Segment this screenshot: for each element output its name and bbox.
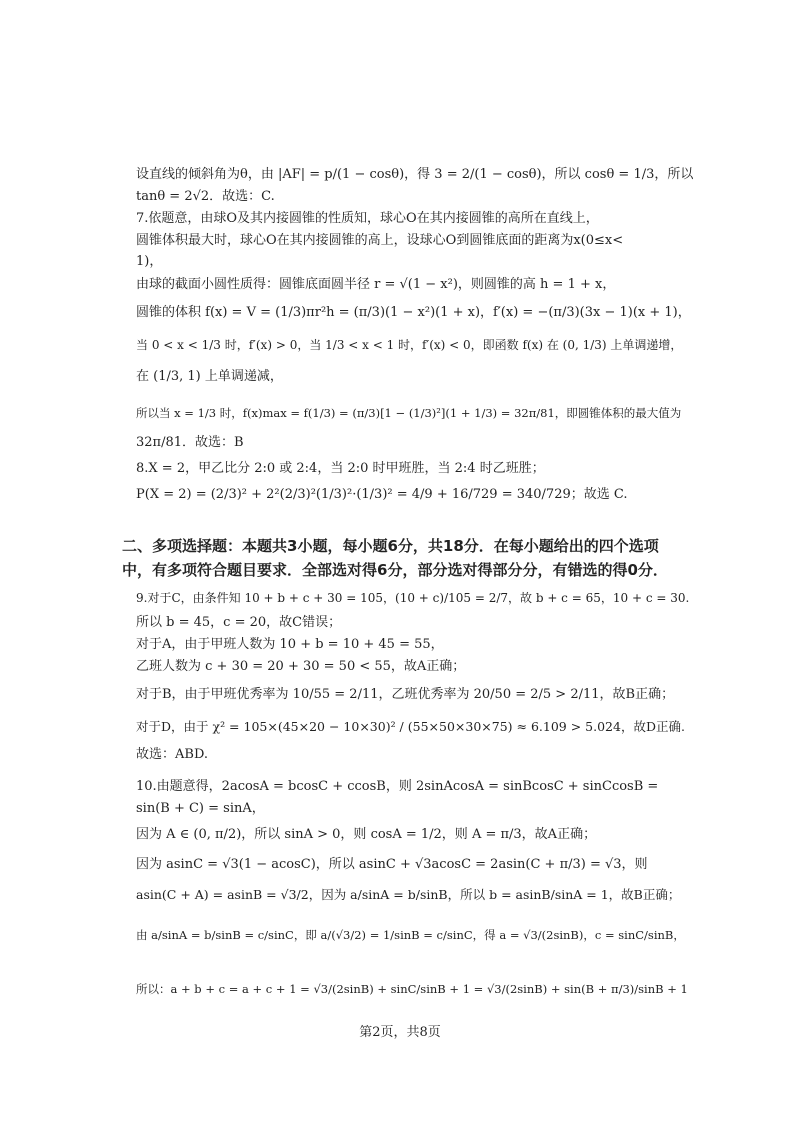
text-line: 当 0 < x < 1/3 时，f′(x) > 0，当 1/3 < x < 1 时，f′(x) < 0，即函数 f(x) 在 (0, 1/3) 上单调递增， bbox=[136, 338, 683, 352]
text-line: 因为 asinC = √3(1 − acosC)，所以 asinC + √3acosC = 2asin(C + π/3) = √3，则 bbox=[136, 857, 648, 872]
text-line: 32π/81．故选：B bbox=[136, 435, 244, 450]
text-line: 所以 b = 45，c = 20，故C错误； bbox=[136, 615, 342, 630]
page-number-footer: 第2页，共8页 bbox=[359, 1025, 441, 1040]
text-line: 设直线的倾斜角为θ，由 |AF| = p/(1 − cosθ)，得 3 = 2/(1 − cosθ)，所以 cosθ = 1/3，所以 bbox=[136, 167, 694, 182]
text-line: 因为 A ∈ (0, π/2)，所以 sinA > 0，则 cosA = 1/2，则 A = π/3，故A正确； bbox=[136, 827, 597, 842]
text-line: asin(C + A) = asinB = √3/2，因为 a/sinA = b/sinB，所以 b = asinB/sinA = 1，故B正确； bbox=[136, 887, 681, 902]
text-line: 所以：a + b + c = a + c + 1 = √3/(2sinB) + sinC/sinB + 1 = √3/(2sinB) + sin(B + π/3)/sinB + 1 bbox=[136, 982, 688, 996]
text-line: P(X = 2) = (2/3)² + 2²(2/3)²(1/3)²·(1/3)² = 4/9 + 16/729 = 340/729；故选 C. bbox=[136, 487, 628, 502]
section-heading-line-2: 中，有多项符合题目要求．全部选对得6分，部分选对得部分分，有错选的得0分． bbox=[122, 561, 668, 579]
text-line: 在 (1/3, 1) 上单调递减， bbox=[136, 369, 283, 384]
text-line: 圆锥体积最大时，球心O在其内接圆锥的高上，设球心O到圆锥底面的距离为x(0≤x< bbox=[136, 233, 624, 248]
text-line: 8.X = 2，甲乙比分 2:0 或 2:4，当 2:0 时甲班胜，当 2:4 时乙班胜； bbox=[136, 461, 545, 476]
text-line: 对于D，由于 χ² = 105×(45×20 − 10×30)² / (55×50×30×75) ≈ 6.109 > 5.024，故D正确. bbox=[136, 719, 685, 734]
text-line: tanθ = 2√2．故选：C. bbox=[136, 189, 275, 204]
text-line: 9.对于C，由条件知 10 + b + c + 30 = 105，(10 + c)/105 = 2/7，故 b + c = 65，10 + c = 30. bbox=[136, 591, 690, 605]
text-line: sin(B + C) = sinA， bbox=[136, 801, 265, 816]
text-line: 1)， bbox=[136, 254, 163, 269]
section-heading-line-1: 二、多项选择题：本题共3小题，每小题6分，共18分．在每小题给出的四个选项 bbox=[122, 537, 659, 555]
text-line: 所以当 x = 1/3 时，f(x)max = f(1/3) = (π/3)[1 − (1/3)²](1 + 1/3) = 32π/81，即圆锥体积的最大值为 bbox=[136, 406, 682, 420]
text-line: 10.由题意得，2acosA = bcosC + ccosB，则 2sinAcosA = sinBcosC + sinCcosB = bbox=[136, 779, 659, 794]
text-line: 圆锥的体积 f(x) = V = (1/3)πr²h = (π/3)(1 − x²)(1 + x)，f′(x) = −(π/3)(3x − 1)(x + 1)， bbox=[136, 305, 691, 320]
text-line: 乙班人数为 c + 30 = 20 + 30 = 50 < 55，故A正确； bbox=[136, 659, 466, 674]
text-line: 7.依题意，由球O及其内接圆锥的性质知，球心O在其内接圆锥的高所在直线上， bbox=[136, 211, 599, 226]
text-line: 由 a/sinA = b/sinB = c/sinC，即 a/(√3/2) = 1/sinB = c/sinC，得 a = √3/(2sinB)，c = sinC/sinB， bbox=[136, 928, 685, 942]
text-line: 故选：ABD. bbox=[136, 747, 209, 762]
text-line: 由球的截面小圆性质得：圆锥底面圆半径 r = √(1 − x²)，则圆锥的高 h = 1 + x， bbox=[136, 277, 616, 292]
text-line: 对于A，由于甲班人数为 10 + b = 10 + 45 = 55， bbox=[136, 637, 444, 652]
text-line: 对于B，由于甲班优秀率为 10/55 = 2/11，乙班优秀率为 20/50 = 2/5 > 2/11，故B正确； bbox=[136, 687, 675, 702]
